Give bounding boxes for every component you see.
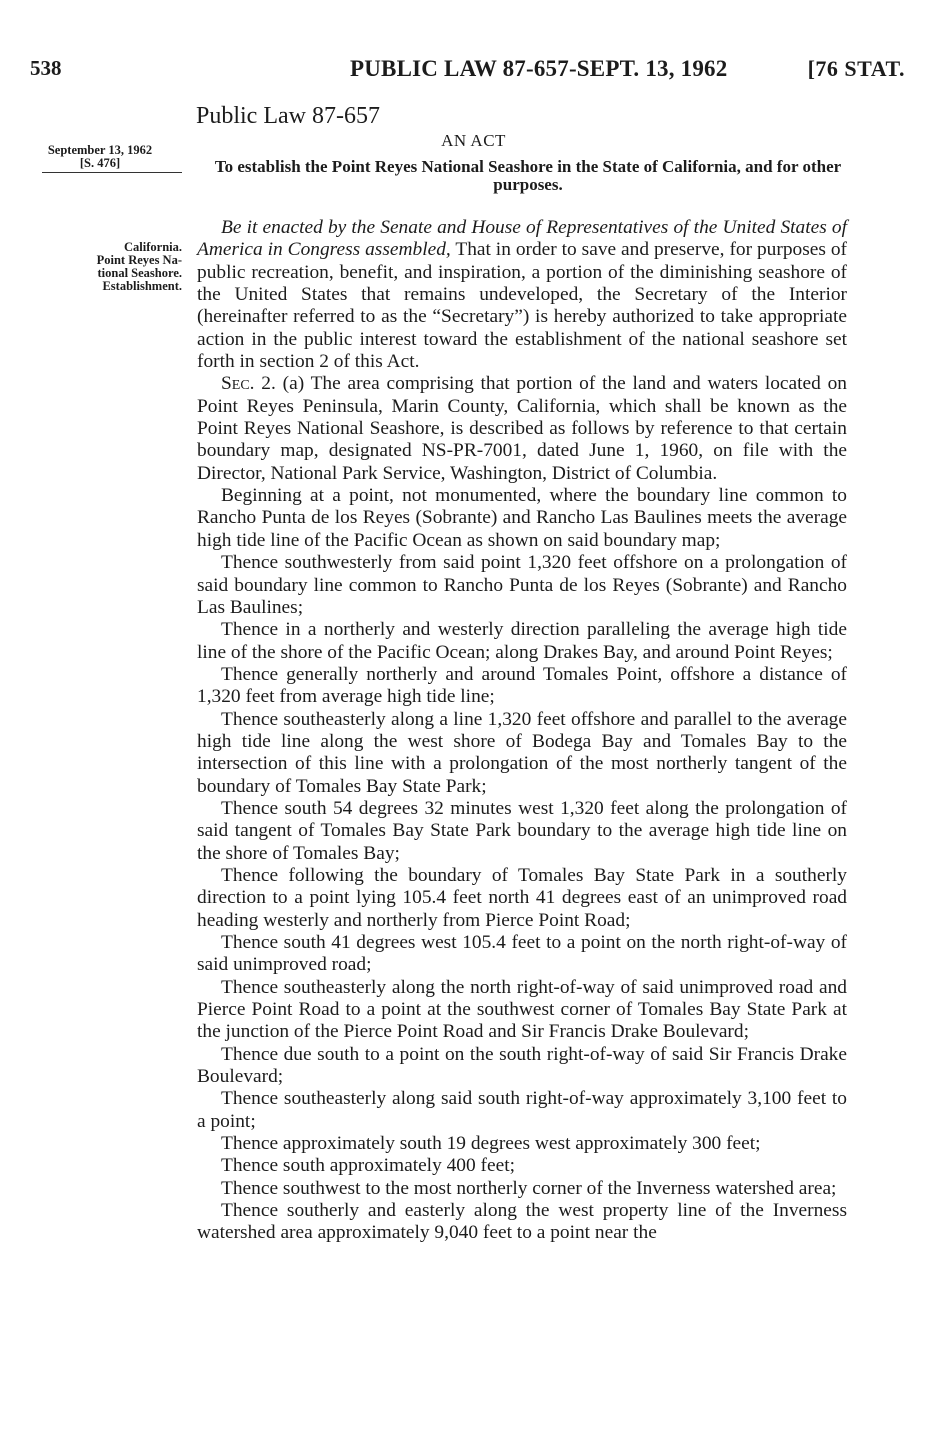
- boundary-paragraph: Thence southwesterly from said point 1,320 feet offshore on a prolongation of said boundary line common to Rancho Punta de los Reyes (Sobrante) and Rancho Las Baulines;: [197, 552, 847, 618]
- boundary-paragraph: Thence in a northerly and westerly direction paralleling the average high tide line of the shore of the Pacific Ocean; along Drakes Bay, and around Point Reyes;: [197, 619, 847, 663]
- boundary-paragraph: Beginning at a point, not monumented, where the boundary line common to Rancho Punta de los Reyes (Sobrante) and Rancho Las Baulines meets the average high tide line of the Pacific Ocean as shown on said boundary map;: [197, 485, 847, 551]
- margin-note-date: [20, 144, 180, 173]
- public-law-number: Public Law 87-657: [196, 103, 380, 129]
- paragraph-text: (a) The area comprising that portion of the land and waters located on Point Reyes Peninsula, Marin County, California, which shall be known as the Point Reyes National Seashore, is described as follows by reference to that certain boundary map, designated NS-PR-7001, dated June 1, 1960, on file with the Director, National Park Service, Washington, District of Columbia.: [197, 373, 847, 484]
- boundary-paragraph: Thence southerly and easterly along the west property line of the Inverness watershed area approximately 9,040 feet to a point near the: [197, 1200, 847, 1244]
- section-label: Sec. 2.: [221, 373, 276, 395]
- margin-bill-number: [S. 476]: [79, 156, 121, 170]
- boundary-paragraph: Thence south approximately 400 feet;: [221, 1155, 515, 1177]
- boundary-paragraph: Thence south 54 degrees 32 minutes west 1,320 feet along the prolongation of said tangent of Tomales Bay State Park boundary to the average high tide line on the shore of Tomales Bay;: [197, 797, 847, 864]
- margin-subject-line: tional Seashore.: [97, 266, 182, 280]
- act-description: To establish the Point Reyes National Seashore in the State of California, and for other purposes.: [214, 157, 842, 194]
- running-title: PUBLIC LAW 87-657-SEPT. 13, 1962: [350, 56, 728, 81]
- margin-subject-line: California.: [124, 240, 182, 254]
- boundary-paragraph: Thence southeasterly along said south right-of-way approximately 3,100 feet to a point;: [197, 1088, 847, 1132]
- boundary-paragraph: Thence southeasterly along the north right-of-way of said unimproved road and Pierce Point Road to a point at the southwest corner of Tomales Bay State Park at the junction of the Pierce Point Road and Sir Francis Drake Boulevard;: [197, 976, 847, 1043]
- statute-reference: [76 STAT.: [807, 56, 905, 81]
- margin-date: September 13, 1962: [47, 143, 153, 157]
- margin-note-subject: [22, 241, 182, 293]
- enacting-clause: Be it enacted by the Senate and House of Representatives of the United States of America in Congress assembled,: [197, 217, 847, 261]
- paragraph-text: That in order to save and preserve, for purposes of public recreation, benefit, and inspiration, a portion of the diminishing seashore of the United States that remains undeveloped, the Secretary of the Interior (hereinafter referred to as the “Secretary”) is hereby authorized to take appropriate action in the public interest toward the establishment of the national seashore set forth in section 2 of this Act.: [197, 239, 847, 373]
- running-head: [30, 56, 905, 86]
- margin-rule: [42, 172, 182, 173]
- boundary-paragraph: Thence southwest to the most northerly corner of the Inverness watershed area;: [221, 1177, 837, 1199]
- boundary-paragraph: Thence southeasterly along a line 1,320 feet offshore and parallel to the average high tide line along the west shore of Bodega Bay and Tomales Bay to the intersection of this line with a prolongation of the most northerly tangent of the boundary of Tomales Bay State Park;: [197, 708, 847, 797]
- boundary-paragraph: Thence south 41 degrees west 105.4 feet to a point on the north right-of-way of said unimproved road;: [197, 932, 847, 976]
- page-number: 538: [30, 56, 62, 80]
- act-heading: AN ACT: [441, 131, 506, 150]
- boundary-paragraph: Thence following the boundary of Tomales Bay State Park in a southerly direction to a point lying 105.4 feet north 41 degrees east of an unimproved road heading westerly and northerly from Pierce Point Road;: [197, 864, 847, 931]
- boundary-paragraph: Thence approximately south 19 degrees west approximately 300 feet;: [221, 1133, 761, 1155]
- paragraph-section-2: [197, 373, 847, 485]
- margin-subject-line: Point Reyes Na-: [96, 253, 182, 267]
- body-text: [197, 217, 847, 1245]
- boundary-paragraph: Thence generally northerly and around Tomales Point, offshore a distance of 1,320 feet from average high tide line;: [197, 663, 847, 708]
- paragraph-enacting: [197, 217, 847, 373]
- margin-subject-line: Establishment.: [102, 279, 182, 293]
- boundary-paragraph: Thence due south to a point on the south right-of-way of said Sir Francis Drake Boulevard;: [197, 1043, 847, 1088]
